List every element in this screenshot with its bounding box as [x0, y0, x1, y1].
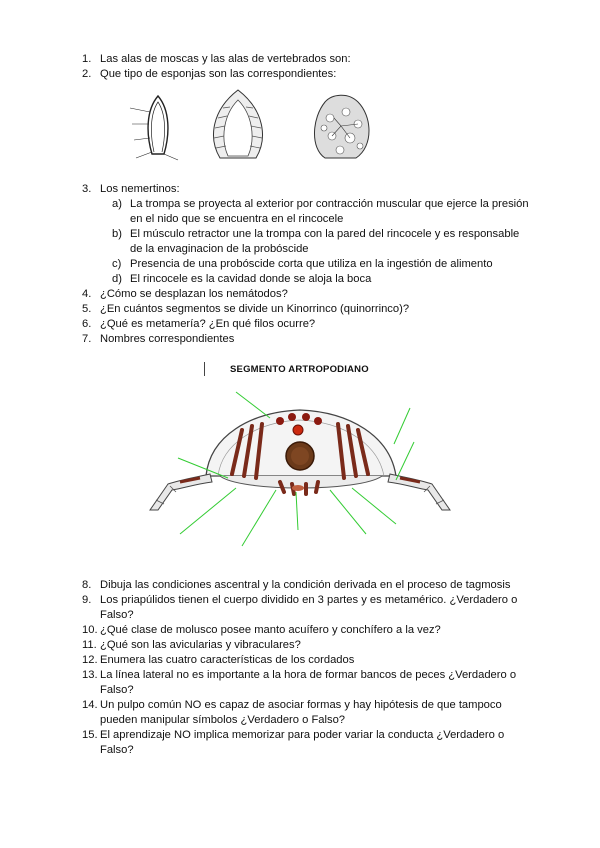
question-number: 8. — [82, 579, 92, 591]
question-text: Los nemertinos: — [100, 183, 180, 195]
figure-title: SEGMENTO ARTROPODIANO — [230, 364, 369, 375]
question-number: 4. — [82, 288, 92, 300]
sponge-leuconoid — [314, 95, 369, 158]
question-number: 6. — [82, 318, 92, 330]
sponge-syconoid — [214, 90, 263, 158]
question-text: La línea lateral no es importante a la hora de formar bancos de peces ¿Verdadero o — [100, 669, 517, 681]
question-text: Un pulpo común NO es capaz de asociar formas y hay hipótesis de que tampoco — [100, 699, 502, 711]
option-letter: b) — [112, 228, 122, 240]
figure-divider — [204, 362, 205, 376]
question-text-cont: Falso? — [100, 684, 134, 696]
question-number: 1. — [82, 53, 92, 65]
question-text: Dibuja las condiciones ascentral y la condición derivada en el proceso de tagmosis — [100, 579, 511, 591]
question-number: 15. — [82, 729, 98, 741]
option-text: La trompa se proyecta al exterior por contracción muscular que ejerce la presión — [130, 198, 529, 210]
sponge-asconoid — [130, 96, 178, 160]
question-number: 2. — [82, 68, 92, 80]
question-text: Nombres correspondientes — [100, 333, 235, 345]
option-letter: c) — [112, 258, 122, 270]
option-letter: a) — [112, 198, 122, 210]
question-text: Los priapúlidos tienen el cuerpo dividido en 3 partes y es metamérico. ¿Verdadero o — [100, 594, 518, 606]
question-number: 7. — [82, 333, 92, 345]
sponge-illustrations — [120, 88, 400, 168]
option-text-cont: en el nido que se encuentra en el rincocele — [130, 213, 344, 225]
question-text-cont: Falso? — [100, 609, 134, 621]
option-text: El músculo retractor une la trompa con la pared del rincocele y es responsable — [130, 228, 520, 240]
option-text: Presencia de una probóscide corta que utiliza en la ingestión de alimento — [130, 258, 493, 270]
left-appendage — [150, 474, 212, 510]
question-number: 10. — [82, 624, 98, 636]
question-text-cont: Falso? — [100, 744, 134, 756]
right-appendage — [388, 474, 450, 510]
option-text: El rincocele es la cavidad donde se aloja la boca — [130, 273, 372, 285]
option-letter: d) — [112, 273, 122, 285]
question-text: ¿Qué es metamería? ¿En qué filos ocurre? — [100, 318, 316, 330]
question-number: 14. — [82, 699, 98, 711]
question-text: Las alas de moscas y las alas de vertebrados son: — [100, 53, 351, 65]
question-text: Enumera las cuatro características de los cordados — [100, 654, 355, 666]
question-number: 9. — [82, 594, 92, 606]
question-text: ¿Qué son las avicularias y vibraculares? — [100, 639, 301, 651]
question-number: 3. — [82, 183, 92, 195]
question-number: 5. — [82, 303, 92, 315]
question-text: El aprendizaje NO implica memorizar para poder variar la conducta ¿Verdadero o — [100, 729, 505, 741]
question-number: 11. — [82, 639, 97, 651]
question-text-cont: pueden manipular símbolos ¿Verdadero o Falso? — [100, 714, 346, 726]
question-number: 12. — [82, 654, 98, 666]
question-text: ¿En cuántos segmentos se divide un Kinorrinco (quinorrinco)? — [100, 303, 410, 315]
question-number: 13. — [82, 669, 98, 681]
question-text: ¿Cómo se desplazan los nemátodos? — [100, 288, 288, 300]
question-text: Que tipo de esponjas son las correspondientes: — [100, 68, 337, 80]
option-text-cont: de la envaginacion de la probóscide — [130, 243, 309, 255]
question-text: ¿Qué clase de molusco posee manto acuífero y conchífero a la vez? — [100, 624, 441, 636]
arthropod-segment-diagram — [140, 384, 460, 550]
